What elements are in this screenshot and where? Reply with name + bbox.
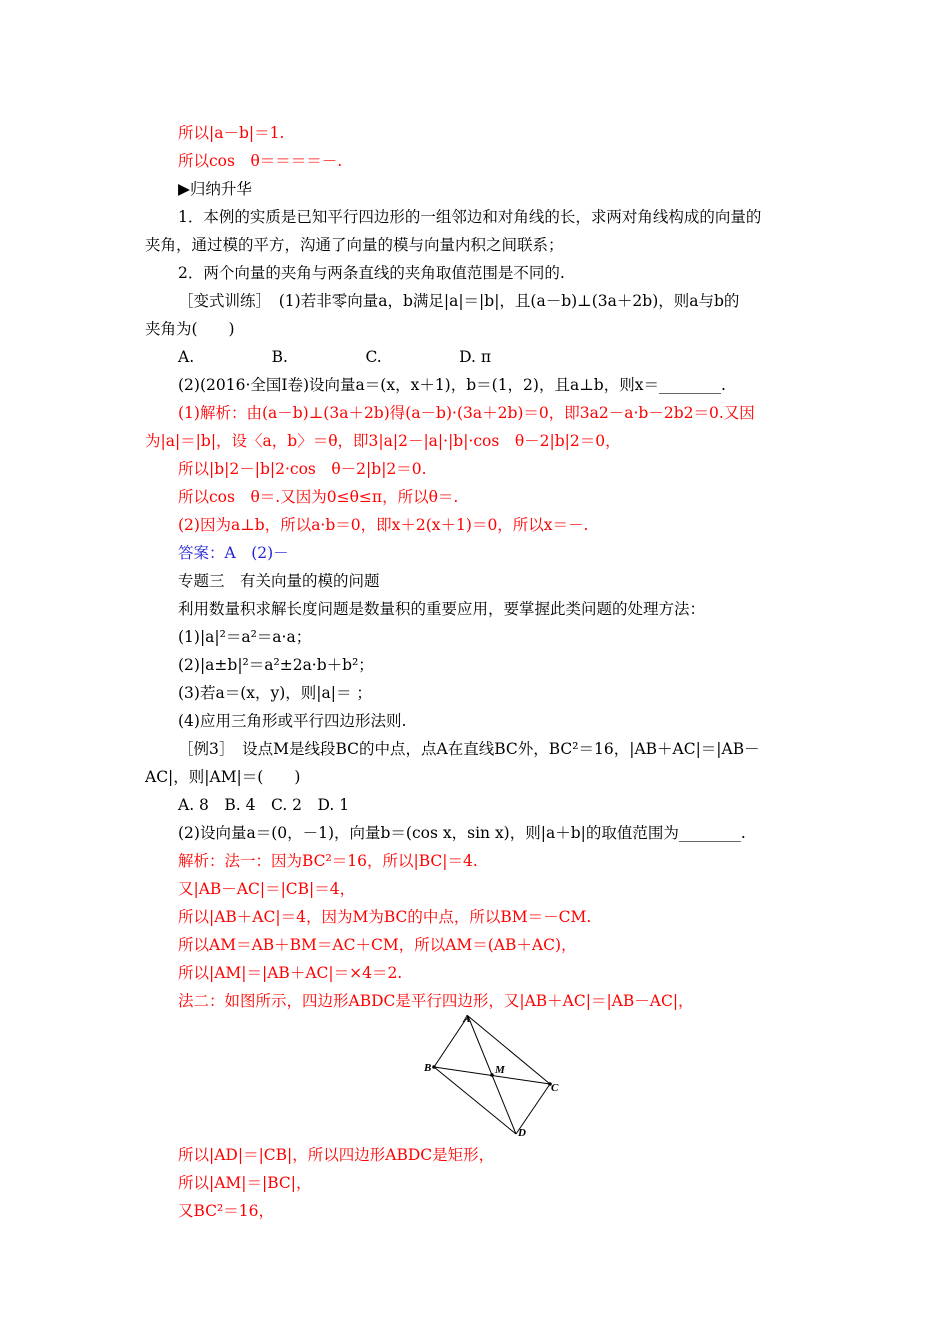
text-line: (2)(2016·全国Ⅰ卷)设向量a＝(x，x＋1)，b＝(1，2)，且a⊥b，则x＝________. — [178, 376, 726, 394]
text-line: (2)|a±b|²＝a²±2a·b＋b²； — [178, 656, 374, 674]
text-line: 夹角，通过模的平方，沟通了向量的模与向量内积之间联系； — [145, 236, 564, 254]
text-line: AC|，则|AM|＝( ) — [145, 768, 301, 786]
text-line: 利用数量积求解长度问题是数量积的重要应用，要掌握此类问题的处理方法： — [178, 600, 706, 618]
text-line: ▶归纳升华 — [178, 180, 252, 198]
text-line: 所以|AD|＝|CB|，所以四边形ABDC是矩形， — [178, 1146, 495, 1164]
text-line: 所以|AM|＝|AB＋AC|＝×4＝2. — [178, 964, 403, 982]
label-m: M — [495, 1064, 505, 1076]
text-line: A. B. C. D. π — [178, 348, 492, 366]
point-m — [490, 1073, 494, 1077]
text-line: 解析：法一：因为BC²＝16，所以|BC|＝4. — [178, 852, 478, 870]
text-line: 所以|b|2－|b|2·cos θ－2|b|2＝0. — [178, 460, 427, 478]
text-line: 所以AM＝AB＋BM＝AC＋CM，所以AM＝(AB＋AC)， — [178, 936, 577, 954]
label-c: C — [551, 1082, 559, 1094]
text-line: 夹角为( ) — [145, 320, 235, 338]
label-a: A — [463, 1013, 471, 1025]
text-line: 所以cos θ＝＝＝＝－. — [178, 152, 343, 170]
text-line: (4)应用三角形或平行四边形法则. — [178, 712, 407, 730]
text-line: 答案：A (2)－ — [178, 544, 289, 562]
text-line: 所以cos θ＝.又因为0≤θ≤π，所以θ＝. — [178, 488, 459, 506]
text-line: (3)若a＝(x，y)，则|a|＝ ； — [178, 684, 372, 702]
text-line: 所以|a－b|＝1. — [178, 124, 285, 142]
text-line: ［例3］ 设点M是线段BC的中点，点A在直线BC外，BC²＝16，|AB＋AC|＝|AB－ — [178, 740, 760, 758]
label-b: B — [424, 1062, 432, 1074]
text-line: (2)因为a⊥b，所以a·b＝0，即x＋2(x＋1)＝0，所以x＝－. — [178, 516, 589, 534]
point-b — [432, 1065, 436, 1069]
label-d: D — [518, 1127, 526, 1139]
text-line: 法二：如图所示，四边形ABDC是平行四边形，又|AB＋AC|＝|AB－AC|， — [178, 992, 694, 1010]
text-line: (1)|a|²＝a²＝a·a； — [178, 628, 312, 646]
text-line: 专题三 有关向量的模的问题 — [178, 572, 380, 590]
text-line: A. 8 B. 4 C. 2 D. 1 — [178, 796, 350, 814]
text-line: 又|AB－AC|＝|CB|＝4， — [178, 880, 356, 898]
text-line: 1．本例的实质是已知平行四边形的一组邻边和对角线的长，求两对角线构成的向量的 — [178, 208, 762, 226]
text-line: 所以|AM|＝|BC|， — [178, 1174, 312, 1192]
text-line: 为|a|＝|b|，设〈a，b〉＝θ，即3|a|2－|a|·|b|·cos θ－2|b|2＝0， — [145, 432, 621, 450]
text-line: 又BC²＝16， — [178, 1202, 274, 1220]
text-line: 所以|AB＋AC|＝4，因为M为BC的中点，所以BM＝－CM. — [178, 908, 592, 926]
text-line: (1)解析：由(a－b)⊥(3a＋2b)得(a－b)·(3a＋2b)＝0，即3a2－a·b－2b2＝0.又因 — [178, 404, 755, 422]
text-line: ［变式训练］ (1)若非零向量a，b满足|a|＝|b|，且(a－b)⊥(3a＋2b)，则a与b的 — [178, 292, 740, 310]
parallelogram-figure — [420, 1010, 560, 1140]
text-line: 2．两个向量的夹角与两条直线的夹角取值范围是不同的. — [178, 264, 565, 282]
text-line: (2)设向量a＝(0，－1)，向量b＝(cos x，sin x)，则|a＋b|的取值范围为________. — [178, 824, 746, 842]
